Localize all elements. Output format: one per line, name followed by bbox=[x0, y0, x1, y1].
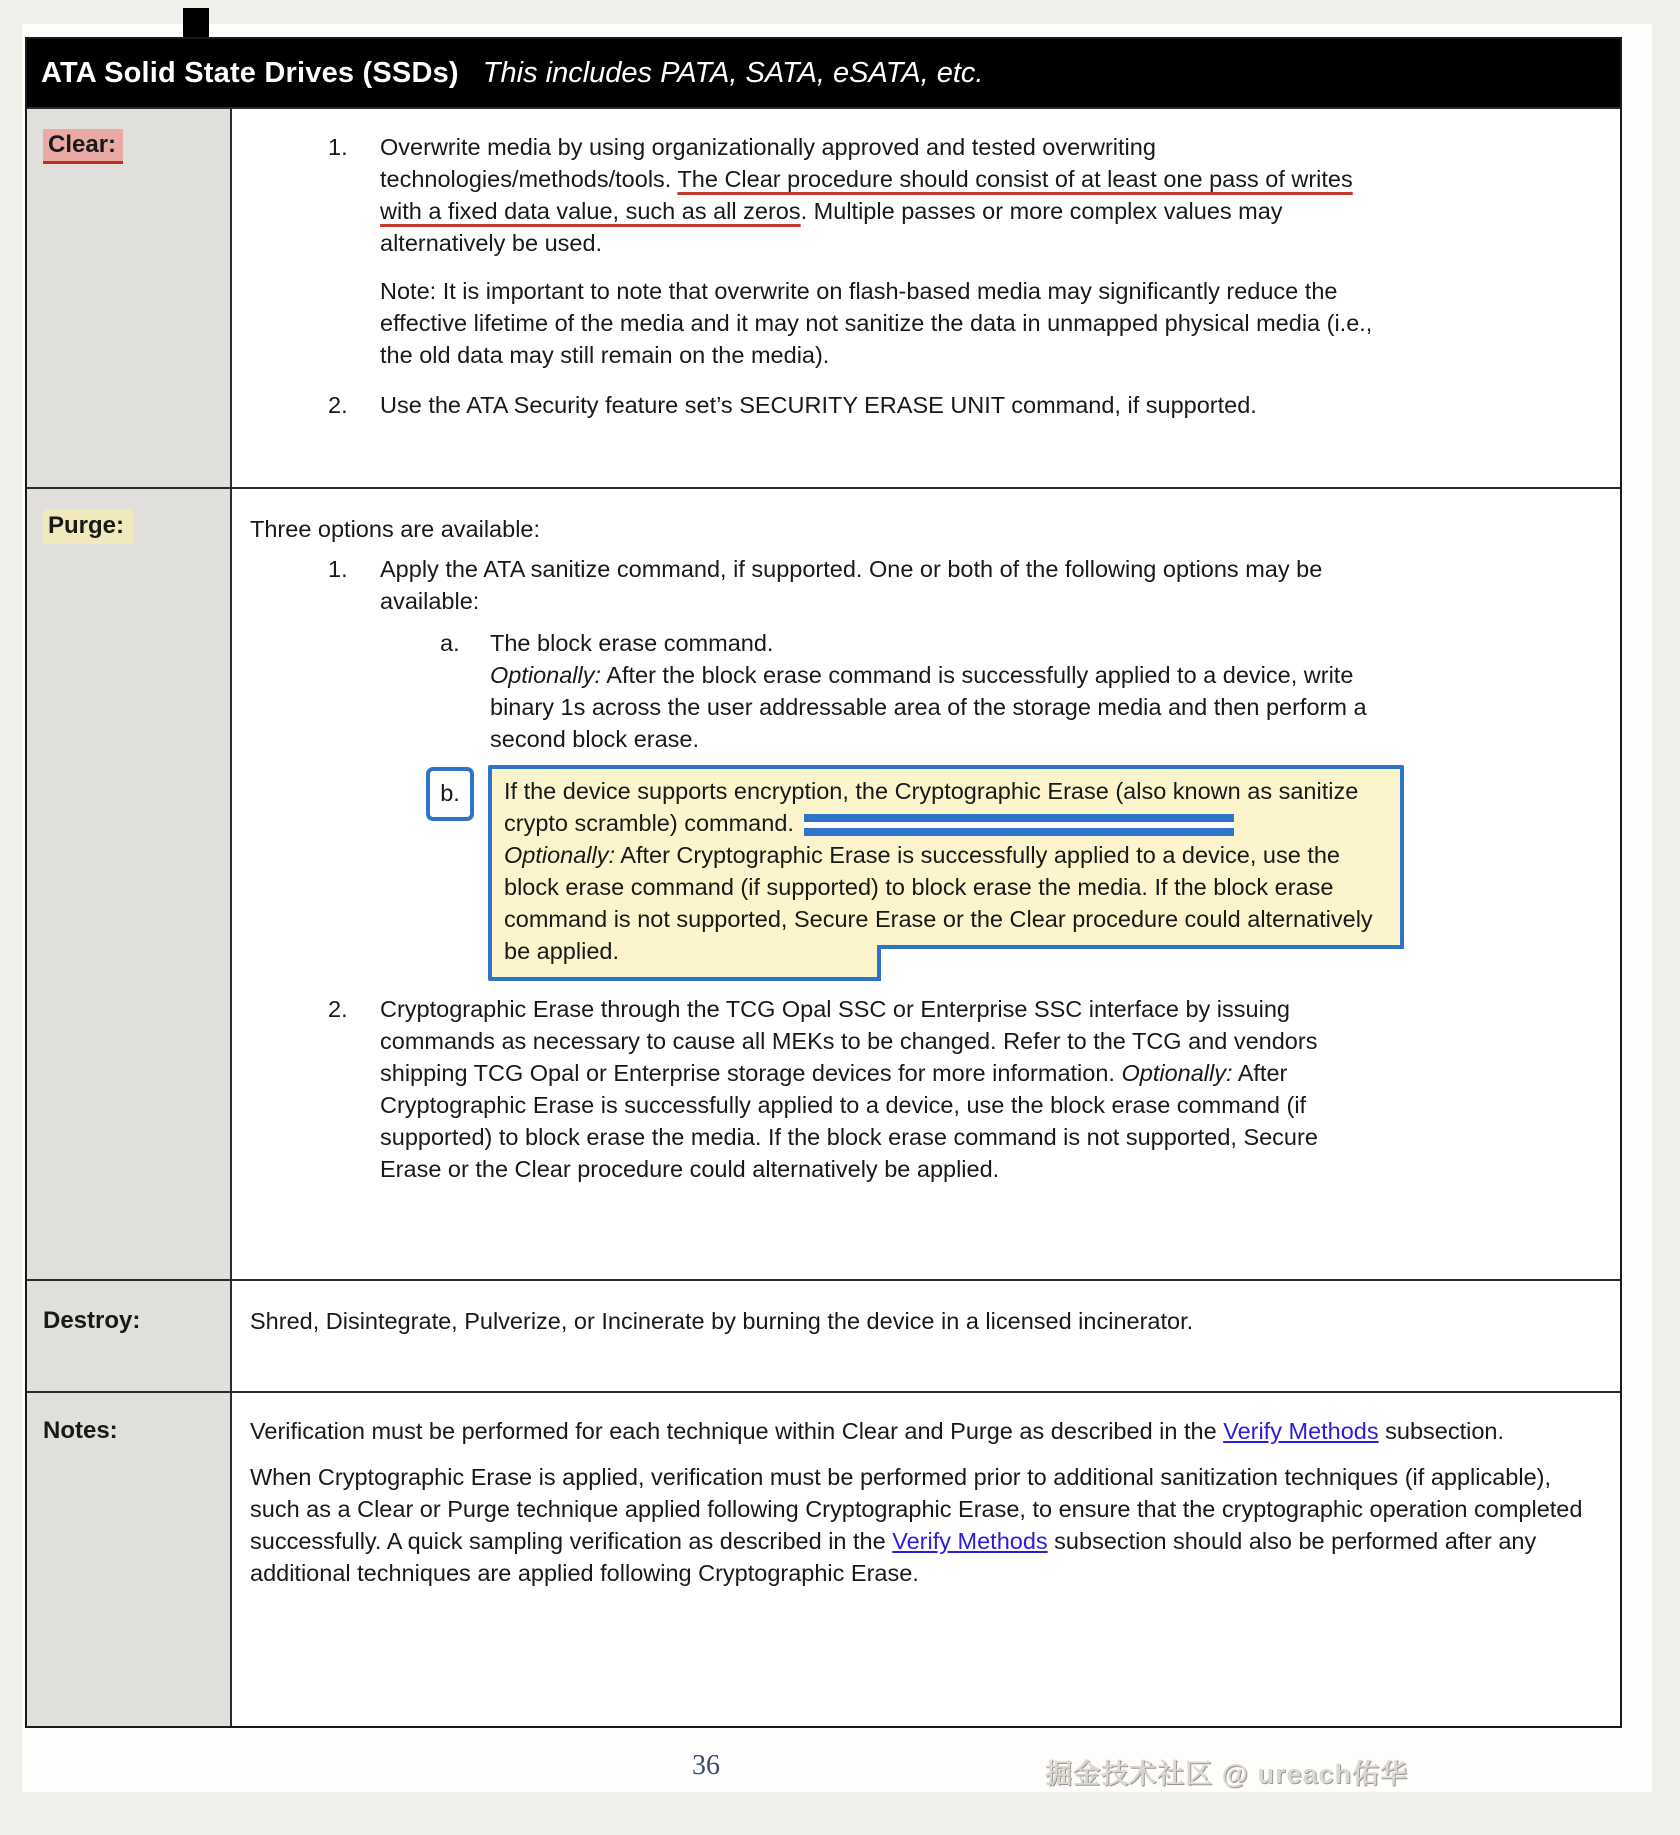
purge-item-a-main: The block erase command. bbox=[490, 630, 774, 656]
purge-item-a-number: a. bbox=[440, 630, 460, 656]
purge-item-b-content bbox=[504, 775, 1388, 967]
purge-item-2-text bbox=[380, 993, 1385, 1185]
table-header bbox=[27, 39, 1620, 107]
notes-label: Notes: bbox=[43, 1417, 118, 1444]
destroy-text: Shred, Disintegrate, Pulverize, or Incinerate by burning the device in a licensed incinerator. bbox=[250, 1308, 1194, 1334]
purge-item-2-main: Cryptographic Erase through the TCG Opal SSC or Enterprise SSC interface by issuing commands as necessary to cause all MEKs to be changed. Refer to the TCG and vendors shipping TCG Opal or Enterprise storage devices for more information. bbox=[380, 996, 1318, 1086]
purge-content-cell bbox=[232, 489, 1620, 1279]
clear-item-1-number: 1. bbox=[328, 134, 348, 160]
clear-item-2-number: 2. bbox=[328, 392, 348, 418]
table-subtitle: This includes PATA, SATA, eSATA, etc. bbox=[482, 56, 984, 89]
purge-item-b bbox=[426, 765, 1602, 981]
notes-p2-post: subsection should also be performed after any additional techniques are applied following Cryptographic Erase. bbox=[250, 1528, 1537, 1586]
verify-methods-link-2[interactable]: Verify Methods bbox=[892, 1528, 1048, 1554]
purge-item-b-callout-box bbox=[488, 765, 1404, 981]
verify-methods-link[interactable]: Verify Methods bbox=[1223, 1418, 1379, 1444]
destroy-label-cell bbox=[27, 1281, 232, 1391]
purge-item-2 bbox=[250, 993, 1602, 1185]
purge-label-highlight: Purge: bbox=[43, 509, 133, 544]
clear-item-1-text bbox=[380, 131, 1368, 259]
notes-p2-pre: When Cryptographic Erase is applied, verification must be performed prior to additional sanitization techniques (if applicable), such as a Clear or Purge technique applied following Cryptographic Erase, to ensure that the cryptographic operation completed successfully. A quick sampling verification as described in the bbox=[250, 1464, 1583, 1554]
clear-content-cell bbox=[232, 109, 1620, 487]
row-purge bbox=[27, 487, 1620, 1279]
purge-item-b-optionally-label: Optionally: bbox=[504, 842, 616, 868]
table-title: ATA Solid State Drives (SSDs) bbox=[41, 56, 459, 89]
row-destroy bbox=[27, 1279, 1620, 1391]
purge-item-a bbox=[250, 627, 1602, 755]
purge-item-b-main: If the device supports encryption, the Cryptographic Erase (also known as sanitize crypto scramble) command. bbox=[504, 778, 1359, 836]
purge-item-a-text bbox=[490, 627, 1392, 755]
purge-item-b-optionally-text: After Cryptographic Erase is successfully applied to a device, use the block erase command (if supported) to block erase the media. If the block erase command is not supported, Secure Erase or the Clear procedure could bbox=[504, 842, 1340, 932]
purge-item-1-text: Apply the ATA sanitize command, if supported. One or both of the following options may be available: bbox=[380, 556, 1323, 614]
row-clear bbox=[27, 107, 1620, 487]
notes-content-cell bbox=[232, 1393, 1620, 1726]
scan-artifact-tick bbox=[183, 8, 209, 38]
purge-item-a-optionally-text: After the block erase command is successfully applied to a device, write binary 1s across the user addressable area of the storage media and then perform a second block erase. bbox=[490, 662, 1367, 752]
clear-item-1-underlined: The Clear procedure should consist of at least one pass of writes with a fixed data value, such as all zeros bbox=[380, 166, 1353, 224]
clear-item-2-text: Use the ATA Security feature set’s SECURITY ERASE UNIT command, if supported. bbox=[380, 392, 1257, 418]
destroy-content-cell bbox=[232, 1281, 1620, 1391]
clear-note: Note: It is important to note that overwrite on flash-based media may significantly reduce the effective lifetime of the media and it may not sanitize the data in unmapped physical media (i.e., the old data may still remain on the media). bbox=[380, 278, 1373, 368]
notes-paragraph-2 bbox=[250, 1461, 1595, 1589]
page-number: 36 bbox=[692, 1750, 720, 1781]
purge-item-1 bbox=[250, 553, 1602, 617]
purge-item-a-optionally-label: Optionally: bbox=[490, 662, 602, 688]
purge-intro: Three options are available: bbox=[250, 516, 541, 542]
purge-item-2-optionally-text: After Cryptographic Erase is successfully applied to a device, use the block erase command (if supported) to block erase the media. If the block erase command is not supported, Secure Erase or the Clear procedure could alternatively be applied. bbox=[380, 1060, 1318, 1182]
notes-paragraph-1 bbox=[250, 1415, 1595, 1447]
notes-label-cell bbox=[27, 1393, 232, 1726]
purge-item-b-number-box: b. bbox=[426, 767, 474, 821]
purge-item-b-optionally-last: alternatively be applied. bbox=[504, 906, 1373, 964]
clear-item-1-text-pre: Overwrite media by using organizationally approved and tested overwriting technologies/methods/tools. bbox=[380, 134, 1156, 192]
notes-p1-post: subsection. bbox=[1378, 1418, 1505, 1444]
clear-item-1 bbox=[250, 131, 1602, 259]
purge-item-2-number: 2. bbox=[328, 996, 348, 1022]
clear-item-2 bbox=[250, 389, 1602, 421]
callout-bar-shape bbox=[804, 814, 1234, 836]
purge-label-cell bbox=[27, 489, 232, 1279]
clear-item-1-text-post: . Multiple passes or more complex values may alternatively be used. bbox=[380, 198, 1283, 256]
sanitization-table bbox=[25, 37, 1622, 1728]
purge-item-1-number: 1. bbox=[328, 556, 348, 582]
notes-p1-pre: Verification must be performed for each technique within Clear and Purge as described in the bbox=[250, 1418, 1224, 1444]
clear-label-cell bbox=[27, 109, 232, 487]
destroy-label: Destroy: bbox=[43, 1307, 141, 1334]
purge-item-2-optionally-label: Optionally: bbox=[1121, 1060, 1233, 1086]
clear-label-highlight: Clear: bbox=[43, 129, 123, 164]
watermark: 掘金技术社区 @ ureach佑华 bbox=[1045, 1759, 1408, 1789]
row-notes bbox=[27, 1391, 1620, 1726]
